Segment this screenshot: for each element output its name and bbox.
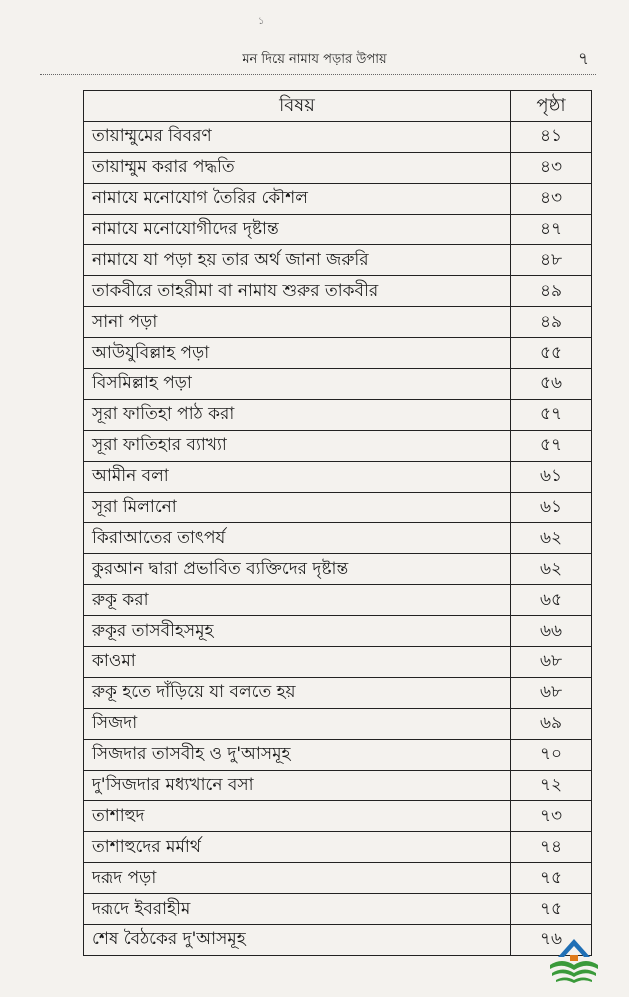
page-cell: ৬৬ <box>511 616 592 647</box>
table-row <box>84 616 592 647</box>
page-cell: ৪৭ <box>511 214 592 245</box>
table-row <box>84 863 592 894</box>
topic-cell: দু'সিজদার মধ্যখানে বসা <box>84 770 511 801</box>
table-row <box>84 430 592 461</box>
table-row <box>84 585 592 616</box>
topic-cell: নামাযে মনোযোগীদের দৃষ্টান্ত <box>84 214 511 245</box>
topic-cell: রুকূ করা <box>84 585 511 616</box>
topic-cell: তাকবীরে তাহরীমা বা নামায শুরুর তাকবীর <box>84 276 511 307</box>
table-row <box>84 739 592 770</box>
table-row <box>84 307 592 338</box>
topic-cell: দরূদ পড়া <box>84 863 511 894</box>
page-cell: ৪৯ <box>511 307 592 338</box>
table-row <box>84 276 592 307</box>
topic-cell: আউযুবিল্লাহ পড়া <box>84 338 511 369</box>
page-cell: ৭৫ <box>511 863 592 894</box>
table-row <box>84 925 592 956</box>
table-row <box>84 245 592 276</box>
topic-cell: আমীন বলা <box>84 461 511 492</box>
page-cell: ৭২ <box>511 770 592 801</box>
table-row <box>84 338 592 369</box>
page-cell: ৬২ <box>511 554 592 585</box>
page-cell: ৭৫ <box>511 894 592 925</box>
topic-cell: কাওমা <box>84 647 511 678</box>
page-cell: ৭৪ <box>511 832 592 863</box>
table-row <box>84 708 592 739</box>
column-header-topic: বিষয় <box>84 91 511 122</box>
page-cell: ৪১ <box>511 121 592 152</box>
table-row <box>84 121 592 152</box>
topic-cell: শেষ বৈঠকের দু'আসমূহ <box>84 925 511 956</box>
page-cell: ৪৩ <box>511 183 592 214</box>
topic-cell: সিজদার তাসবীহ ও দু'আসমূহ <box>84 739 511 770</box>
page-cell: ৫৭ <box>511 399 592 430</box>
table-row <box>84 801 592 832</box>
table-row <box>84 183 592 214</box>
topic-cell: তাশাহুদের মর্মার্থ <box>84 832 511 863</box>
running-title: মন দিয়ে নামায পড়ার উপায় <box>242 52 387 67</box>
table-row <box>84 832 592 863</box>
topic-cell: কিরাআতের তাৎপর্য <box>84 523 511 554</box>
page-cell: ৪৯ <box>511 276 592 307</box>
page-cell: ৭৬ <box>511 925 592 956</box>
table-row <box>84 152 592 183</box>
table-row <box>84 770 592 801</box>
page-cell: ৭৩ <box>511 801 592 832</box>
topic-cell: সূরা ফাতিহা পাঠ করা <box>84 399 511 430</box>
topic-cell: রুকূ হতে দাঁড়িয়ে যা বলতে হয় <box>84 677 511 708</box>
page-cell: ৭০ <box>511 739 592 770</box>
topic-cell: নামাযে যা পড়া হয় তার অর্থ জানা জরুরি <box>84 245 511 276</box>
page-cell: ৬১ <box>511 492 592 523</box>
topic-cell: কুরআন দ্বারা প্রভাবিত ব্যক্তিদের দৃষ্টান্ত <box>84 554 511 585</box>
table-row <box>84 492 592 523</box>
topic-cell: নামাযে মনোযোগ তৈরির কৌশল <box>84 183 511 214</box>
page-cell: ৬১ <box>511 461 592 492</box>
column-header-page: পৃষ্ঠা <box>511 91 592 122</box>
table-row <box>84 399 592 430</box>
topic-cell: সানা পড়া <box>84 307 511 338</box>
contents-table <box>83 90 592 956</box>
table-row <box>84 461 592 492</box>
table-row <box>84 894 592 925</box>
topic-cell: তায়াম্মুমের বিবরণ <box>84 121 511 152</box>
table-row <box>84 214 592 245</box>
topic-cell: সিজদা <box>84 708 511 739</box>
page-cell: ৫৬ <box>511 369 592 400</box>
page-cell: ৫৫ <box>511 338 592 369</box>
contents-table-body <box>84 121 592 955</box>
topic-cell: দরূদে ইবরাহীম <box>84 894 511 925</box>
page-cell: ৬৮ <box>511 647 592 678</box>
topic-cell: বিসমিল্লাহ পড়া <box>84 369 511 400</box>
table-header-row <box>84 91 592 122</box>
publisher-logo-icon <box>546 935 602 985</box>
topic-cell: সূরা মিলানো <box>84 492 511 523</box>
page-cell: ৬৯ <box>511 708 592 739</box>
page-cell: ৫৭ <box>511 430 592 461</box>
page-cell: ৪৩ <box>511 152 592 183</box>
page-cell: ৬৮ <box>511 677 592 708</box>
page-number: ৭ <box>577 49 589 69</box>
topic-cell: তায়াম্মুম করার পদ্ধতি <box>84 152 511 183</box>
topic-cell: তাশাহুদ <box>84 801 511 832</box>
page-cell: ৬৫ <box>511 585 592 616</box>
topic-cell: সূরা ফাতিহার ব্যাখ্যা <box>84 430 511 461</box>
table-row <box>84 369 592 400</box>
header-rule <box>40 74 596 75</box>
table-row <box>84 647 592 678</box>
page-top-mark: ১ <box>258 16 265 27</box>
table-row <box>84 677 592 708</box>
page-cell: ৬২ <box>511 523 592 554</box>
table-row <box>84 554 592 585</box>
page-cell: ৪৮ <box>511 245 592 276</box>
topic-cell: রুকূর তাসবীহসমূহ <box>84 616 511 647</box>
table-row <box>84 523 592 554</box>
page-header <box>0 50 629 74</box>
